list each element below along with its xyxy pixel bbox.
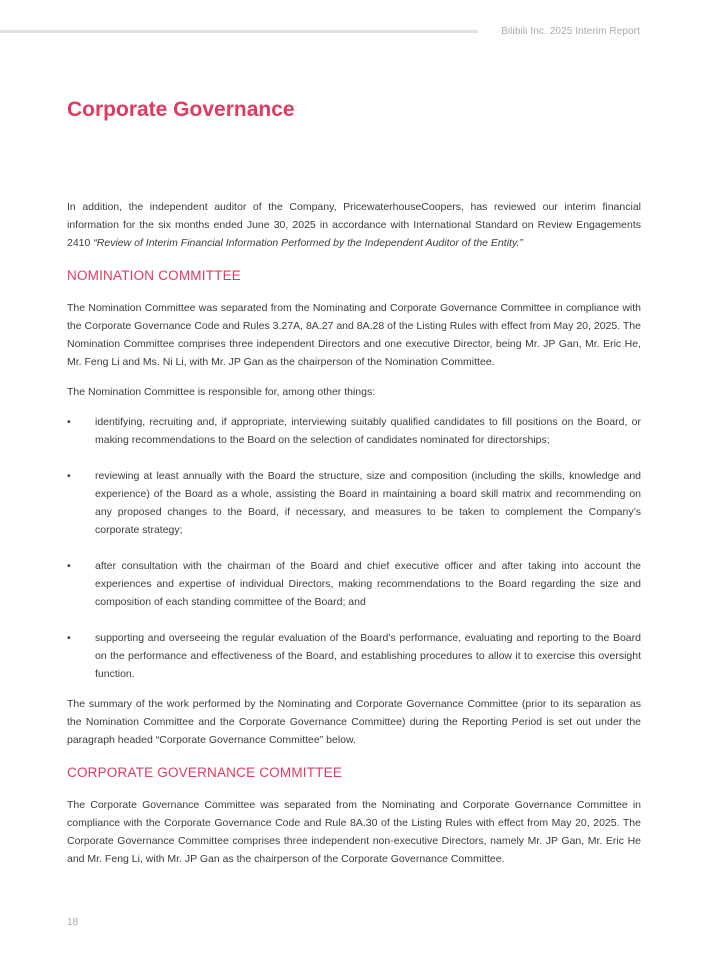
- responsibilities-list: [67, 413, 641, 683]
- nomination-committee-heading: NOMINATION COMMITTEE: [67, 268, 241, 283]
- bullet-icon: •: [67, 632, 71, 644]
- page-title: Corporate Governance: [67, 98, 295, 121]
- running-header: Bilibili Inc. 2025 Interim Report: [501, 26, 640, 37]
- corporate-governance-committee-heading: CORPORATE GOVERNANCE COMMITTEE: [67, 765, 343, 780]
- header-rule: [0, 30, 478, 33]
- list-item: [67, 557, 641, 611]
- list-item-text: reviewing at least annually with the Board the structure, size and composition (including the skills, knowledge and experience) of the Board as a whole, assisting the Board in maintaining a board skill matrix and recommending on any proposed changes to the Board, if necessary, and measures to be taken to complement the Company’s corporate strategy;: [95, 470, 641, 536]
- intro-paragraph: [67, 198, 641, 252]
- nomination-paragraph-2: The Nomination Committee is responsible for, among other things:: [67, 386, 376, 398]
- nomination-paragraph-3: The summary of the work performed by the Nominating and Corporate Governance Committee (prior to its separation as the Nomination Committee and the Corporate Governance Committee) during the Reporting Period is set out under the paragraph headed “Corporate Governance Committee” below.: [67, 698, 641, 746]
- page-content: [67, 198, 641, 880]
- bullet-icon: •: [67, 560, 71, 572]
- list-item: [67, 467, 641, 539]
- nomination-paragraph-1: The Nomination Committee was separated from the Nominating and Corporate Governance Committee in compliance with the Corporate Governance Code and Rules 3.27A, 8A.27 and 8A.28 of the Listing Rules with effect from May 20, 2025. The Nomination Committee comprises three independent Directors and one executive Director, being Mr. JP Gan, Mr. Eric He, Mr. Feng Li and Ms. Ni Li, with Mr. JP Gan as the chairperson of the Nomination Committee.: [67, 302, 641, 368]
- intro-text: In addition, the independent auditor of the Company, PricewaterhouseCoopers, has reviewed our interim financial information for the six months ended June 30, 2025 in accordance with International Standard on Review Engagements 2410: [67, 201, 641, 249]
- bullet-icon: •: [67, 470, 71, 482]
- bullet-icon: •: [67, 416, 71, 428]
- list-item: [67, 629, 641, 683]
- list-item-text: identifying, recruiting and, if appropriate, interviewing suitably qualified candidates to fill positions on the Board, or making recommendations to the Board on the selection of candidates nominated for directorships;: [95, 416, 641, 446]
- list-item: [67, 413, 641, 449]
- list-item-text: supporting and overseeing the regular evaluation of the Board’s performance, evaluating and reporting to the Board on the performance and effectiveness of the Board, and establishing procedures to allow it to exercise this oversight function.: [95, 632, 641, 680]
- corporate-governance-paragraph-1: The Corporate Governance Committee was separated from the Nominating and Corporate Governance Committee in compliance with the Corporate Governance Code and Rule 8A.30 of the Listing Rules with effect from May 20, 2025. The Corporate Governance Committee comprises three independent non-executive Directors, namely Mr. JP Gan, Mr. Eric He and Mr. Feng Li, with Mr. JP Gan as the chairperson of the Corporate Governance Committee.: [67, 799, 641, 865]
- intro-italic-reference: “Review of Interim Financial Information Performed by the Independent Auditor of the Entity.”: [93, 237, 523, 249]
- list-item-text: after consultation with the chairman of the Board and chief executive officer and after taking into account the experiences and expertise of individual Directors, making recommendations to the Board regarding the size and composition of each standing committee of the Board; and: [95, 560, 641, 608]
- page-number: 18: [67, 917, 79, 928]
